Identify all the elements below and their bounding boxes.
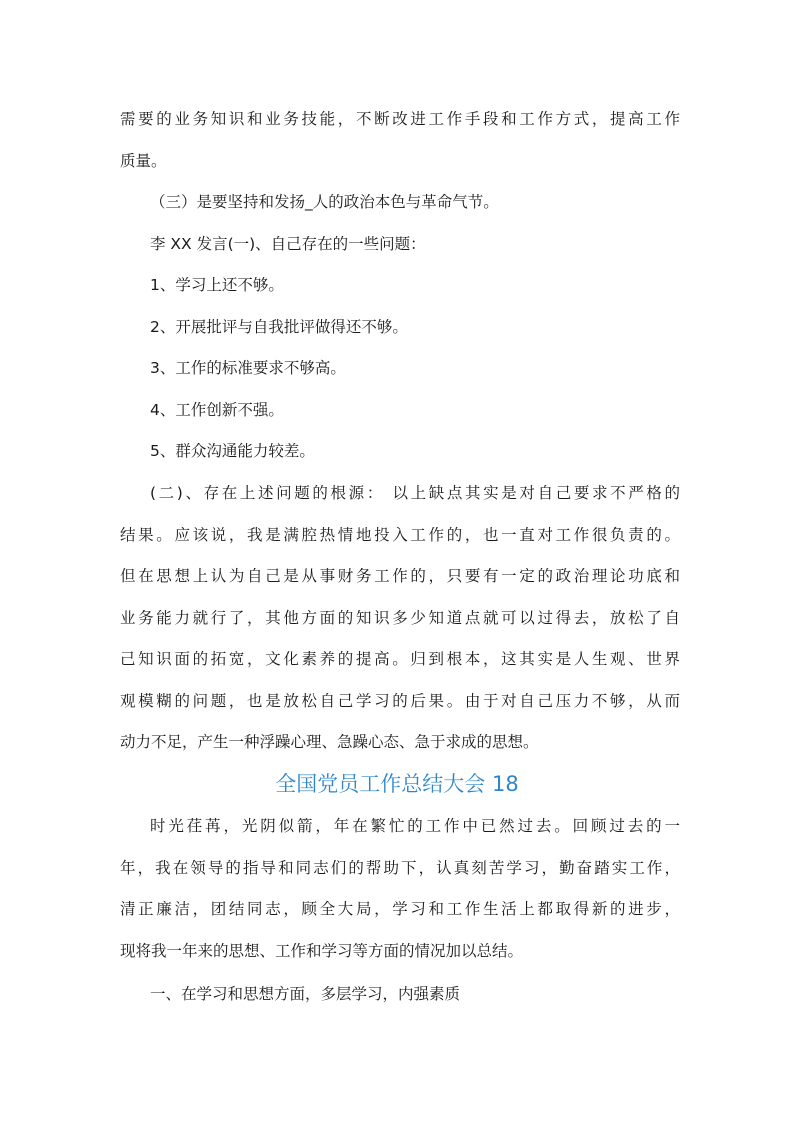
paragraph-line: （三）是要坚持和发扬_人的政治本色与革命气节。 [150, 193, 499, 211]
paragraph-line: 一、在学习和思想方面，多层学习，内强素质 [150, 985, 461, 1003]
paragraph-line: 质量。 [120, 152, 167, 170]
paragraph-line: 观模糊的问题，也是放松自己学习的后果。由于对自己压力不够，从而 [120, 692, 680, 710]
paragraph-line: 结果。应该说，我是满腔热情地投入工作的，也一直对工作很负责的。 [120, 526, 680, 544]
paragraph-line: (二)、存在上述问题的根源： 以上缺点其实是对自己要求不严格的 [150, 484, 680, 502]
paragraph-line: 现将我一年来的思想、工作和学习等方面的情况加以总结。 [120, 942, 524, 960]
paragraph-line: 清正廉洁，团结同志，顾全大局，学习和工作生活上都取得新的进步， [120, 900, 680, 918]
list-item: 5、群众沟通能力较差。 [150, 442, 315, 460]
list-item: 4、工作创新不强。 [150, 401, 284, 419]
paragraph-line: 动力不足，产生一种浮躁心理、急躁心态、急于求成的思想。 [120, 733, 539, 751]
list-item: 2、开展批评与自我批评做得还不够。 [150, 318, 408, 336]
section-heading: 全国党员工作总结大会 18 [275, 772, 519, 796]
paragraph-line: 但在思想上认为自己是从事财务工作的，只要有一定的政治理论功底和 [120, 567, 680, 585]
list-item: 3、工作的标准要求不够高。 [150, 359, 346, 377]
paragraph-line: 李 XX 发言(一)、自己存在的一些问题： [150, 235, 426, 253]
paragraph-line: 年，我在领导的指导和同志们的帮助下，认真刻苦学习，勤奋踏实工作， [120, 859, 680, 877]
paragraph-line: 业务能力就行了，其他方面的知识多少知道点就可以过得去，放松了自 [120, 609, 680, 627]
paragraph-line: 需要的业务知识和业务技能，不断改进工作手段和工作方式，提高工作 [120, 110, 680, 128]
list-item: 1、学习上还不够。 [150, 276, 284, 294]
paragraph-line: 己知识面的拓宽，文化素养的提高。归到根本，这其实是人生观、世界 [120, 650, 680, 668]
paragraph-line: 时光荏苒，光阴似箭，年在繁忙的工作中已然过去。回顾过去的一 [150, 817, 680, 835]
